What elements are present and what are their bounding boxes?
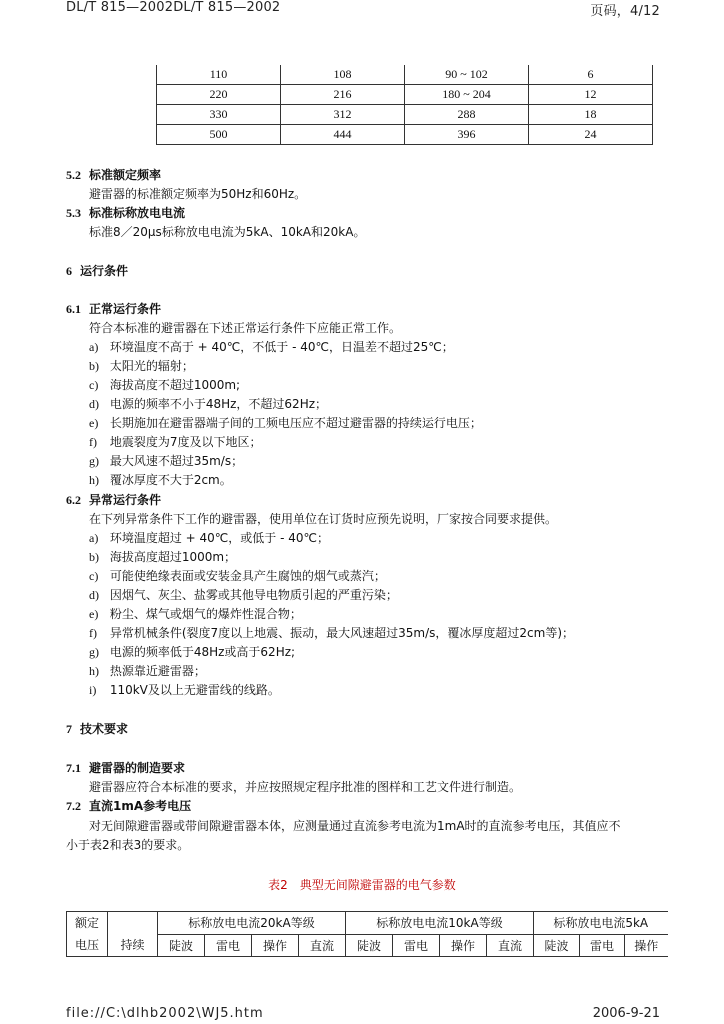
- header-doc-code: DL/T 815—2002DL/T 815—2002: [66, 0, 281, 15]
- table-cell: 18: [529, 105, 653, 125]
- subheader-cell: 操作: [252, 934, 299, 957]
- table-cell: 216: [281, 85, 405, 105]
- table-cell: 180 ~ 204: [405, 85, 529, 105]
- section-7-2-heading: 7.2 直流1mA参考电压: [66, 799, 192, 813]
- table-cell: 396: [405, 125, 529, 145]
- group-5ka-header: 标称放电电流5kA: [534, 912, 668, 935]
- section-5-2-text: 避雷器的标准额定频率为50Hz和60Hz。: [89, 187, 307, 201]
- section-7-1-text: 避雷器应符合本标准的要求，并应按照规定程序批准的图样和工艺文件进行制造。: [89, 780, 522, 794]
- list-item: b) 太阳光的辐射；: [89, 359, 194, 373]
- list-item: g) 最大风速不超过35m/s；: [89, 454, 244, 468]
- table-2-header: [66, 911, 668, 957]
- table-row: [67, 912, 668, 935]
- section-6-2-intro: 在下列异常条件下工作的避雷器，使用单位在订货时应预先说明，厂家按合同要求提供。: [89, 512, 558, 526]
- list-item: e) 长期施加在避雷器端子间的工频电压应不超过避雷器的持续运行电压；: [89, 416, 482, 430]
- table-cell: 288: [405, 105, 529, 125]
- table-row: [157, 65, 653, 85]
- table-cell: 6: [529, 65, 653, 85]
- group-10ka-header: 标称放电电流10kA等级: [346, 912, 534, 935]
- table-row: [67, 934, 668, 957]
- section-7-2-text: 对无间隙避雷器或带间隙避雷器本体，应测量通过直流参考电流为1mA时的直流参考电压，其值应不: [89, 819, 621, 833]
- list-item: h) 热源靠近避雷器；: [89, 664, 206, 678]
- list-item: a) 环境温度超过 + 40℃，或低于 - 40℃；: [89, 531, 329, 545]
- table-row: [157, 105, 653, 125]
- subheader-cell: 雷电: [580, 934, 625, 957]
- table-cell: 500: [157, 125, 281, 145]
- continuous-header: 持续: [108, 912, 158, 957]
- list-item: d) 因烟气、灰尘、盐雾或其他导电物质引起的严重污染；: [89, 588, 398, 602]
- section-6-1-heading: 6.1 正常运行条件: [66, 302, 162, 316]
- table-row: [157, 125, 653, 145]
- table-cell: 220: [157, 85, 281, 105]
- list-item: i) 110kV及以上无避雷线的线路。: [89, 683, 280, 697]
- table-cell: 108: [281, 65, 405, 85]
- table-row: [157, 85, 653, 105]
- section-7-2-text-cont: 小于表2和表3的要求。: [66, 838, 190, 852]
- section-6-2-heading: 6.2 异常运行条件: [66, 493, 162, 507]
- table-cell: 90 ~ 102: [405, 65, 529, 85]
- subheader-cell: 直流: [299, 934, 346, 957]
- list-item: f) 地震裂度为7度及以下地区；: [89, 435, 262, 449]
- voltage-table-continuation: [156, 65, 653, 145]
- footer-file-path: file://C:\dlhb2002\WJ5.htm: [66, 1006, 264, 1021]
- list-item: b) 海拔高度超过1000m；: [89, 550, 237, 564]
- section-6-heading: 6 运行条件: [66, 264, 129, 278]
- rated-voltage-header: 额定 电压: [67, 912, 108, 957]
- list-item: c) 可能使绝缘表面或安装金具产生腐蚀的烟气或蒸汽；: [89, 569, 386, 583]
- table-cell: 312: [281, 105, 405, 125]
- list-item: g) 电源的频率低于48Hz或高于62Hz;: [89, 645, 296, 659]
- subheader-cell: 直流: [487, 934, 534, 957]
- subheader-cell: 雷电: [393, 934, 440, 957]
- subheader-cell: 陡波: [534, 934, 580, 957]
- list-item: f) 异常机械条件(裂度7度以上地震、振动，最大风速超过35m/s，覆冰厚度超过2cm等)；: [89, 626, 575, 640]
- section-5-3-heading: 5.3 标准标称放电电流: [66, 206, 186, 220]
- list-item: a) 环境温度不高于 + 40℃，不低于 - 40℃，日温差不超过25℃；: [89, 340, 454, 354]
- subheader-cell: 雷电: [205, 934, 252, 957]
- footer-date: 2006-9-21: [592, 1006, 660, 1021]
- table-cell: 24: [529, 125, 653, 145]
- subheader-cell: 操作: [440, 934, 487, 957]
- section-7-heading: 7 技术要求: [66, 722, 129, 736]
- section-5-3-text: 标准8／20μs标称放电电流为5kA、10kA和20kA。: [89, 225, 366, 239]
- section-6-1-intro: 符合本标准的避雷器在下述正常运行条件下应能正常工作。: [89, 321, 402, 335]
- subheader-cell: 操作: [625, 934, 668, 957]
- section-5-2-heading: 5.2 标准额定频率: [66, 168, 162, 182]
- table-cell: 330: [157, 105, 281, 125]
- table-2-caption: 表2 典型无间隙避雷器的电气参数: [268, 878, 456, 892]
- table-cell: 444: [281, 125, 405, 145]
- header-page-number: 页码，4/12: [590, 4, 660, 19]
- list-item: e) 粉尘、煤气或烟气的爆炸性混合物；: [89, 607, 302, 621]
- list-item: h) 覆冰厚度不大于2cm。: [89, 473, 232, 487]
- group-20ka-header: 标称放电电流20kA等级: [158, 912, 346, 935]
- section-7-1-heading: 7.1 避雷器的制造要求: [66, 761, 186, 775]
- list-item: c) 海拔高度不超过1000m;: [89, 378, 241, 392]
- table-cell: 12: [529, 85, 653, 105]
- subheader-cell: 陡波: [346, 934, 393, 957]
- list-item: d) 电源的频率不小于48Hz，不超过62Hz；: [89, 397, 328, 411]
- table-cell: 110: [157, 65, 281, 85]
- subheader-cell: 陡波: [158, 934, 205, 957]
